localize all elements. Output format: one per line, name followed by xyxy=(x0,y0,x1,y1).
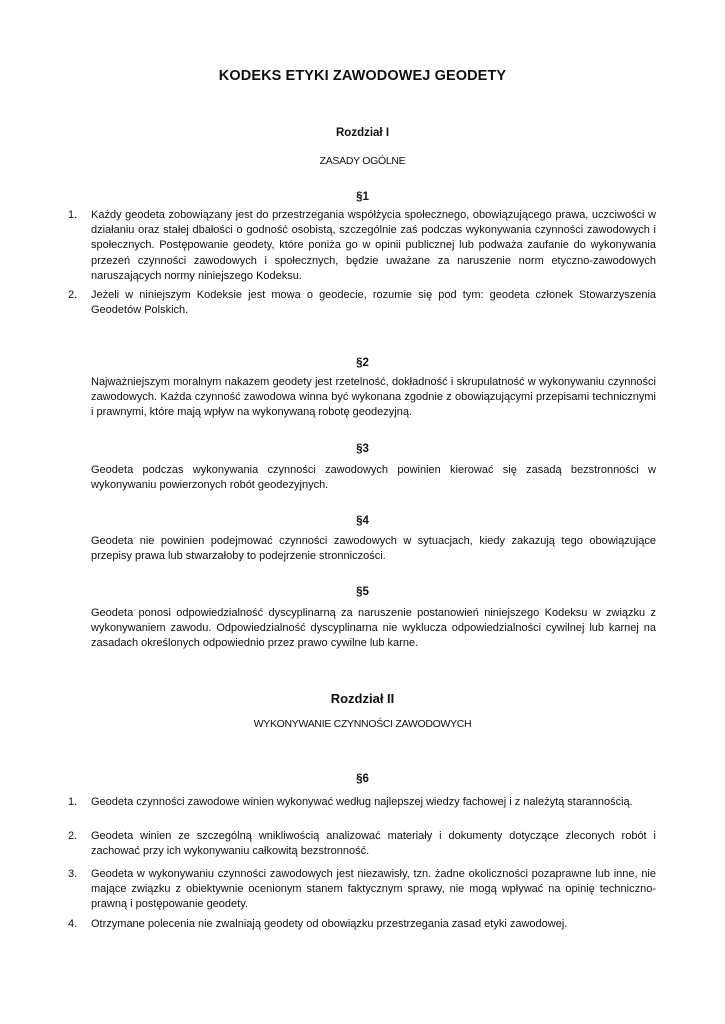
list-item-text: Geodeta czynności zawodowe winien wykonywać według najlepszej wiedzy fachowej i z należytą starannością. xyxy=(91,796,633,808)
section-3-heading: §3 xyxy=(356,443,369,455)
chapter-1-heading: Rozdział I xyxy=(335,127,390,139)
section-2-text: Najważniejszym moralnym nakazem geodety jest rzetelność, dokładność i skrupulatność w wykonywaniu czynności zawodowych. Każda czynność zawodowa winna być wykonana zgodnie z obowiązującymi przepisami technicznymi i prawnymi, które mają wpływ na wykonywaną robotę geodezyjną. xyxy=(91,376,656,419)
list-item-text: Geodeta winien ze szczególną wnikliwością analizować materiały i dokumenty dotyczące zleconych robót i zachować przy ich wykonywaniu całkowitą bezstronność. xyxy=(91,830,656,858)
chapter-1-subtitle: ZASADY OGÓLNE xyxy=(319,155,406,167)
list-item-number: 1. xyxy=(68,209,78,221)
list-item-number: 3. xyxy=(68,868,78,880)
chapter-2-subtitle: WYKONYWANIE CZYNNOŚCI ZAWODOWYCH xyxy=(253,718,472,730)
section-4-text: Geodeta nie powinien podejmować czynności zawodowych w sytuacjach, kiedy zakazują tego obowiązujące przepisy prawa lub stwarzałoby to podejrzenie stronniczości. xyxy=(91,535,656,563)
section-5-heading: §5 xyxy=(356,586,369,598)
list-item-text: Jeżeli w niniejszym Kodeksie jest mowa o geodecie, rozumie się pod tym: geodeta członek Stowarzyszenia Geodetów Polskich. xyxy=(91,289,656,317)
chapter-2-heading: Rozdział II xyxy=(330,691,395,706)
document-title: KODEKS ETYKI ZAWODOWEJ GEODETY xyxy=(218,68,507,84)
section-5-text: Geodeta ponosi odpowiedzialność dyscyplinarną za naruszenie postanowień niniejszego Kodeksu w związku z wykonywaniem zawodu. Odpowiedzialność dyscyplinarna nie wyklucza odpowiedzialności cywilnej lub karnej na zasadach określonych odpowiednio przez prawo cywilne lub karne. xyxy=(91,607,656,650)
list-item-number: 2. xyxy=(68,289,78,301)
section-4-heading: §4 xyxy=(356,515,369,527)
list-item-number: 1. xyxy=(68,796,78,808)
list-item-number: 4. xyxy=(68,918,78,930)
section-3-text: Geodeta podczas wykonywania czynności zawodowych powinien kierować się zasadą bezstronności w wykonywaniu powierzonych robót geodezyjnych. xyxy=(91,464,656,492)
section-6-heading: §6 xyxy=(356,773,369,785)
list-item-text: Geodeta w wykonywaniu czynności zawodowych jest niezawisły, tzn. żadne okoliczności pozaprawne lub inne, nie mające związku z obiektywnie ocenionym stanem faktycznym sprawy, nie mogą wpływać na opinię techniczno-prawną i postępowanie geodety. xyxy=(91,868,656,911)
list-item-text: Otrzymane polecenia nie zwalniają geodety od obowiązku przestrzegania zasad etyki zawodowej. xyxy=(91,918,568,930)
section-1-heading: §1 xyxy=(356,191,369,203)
section-2-heading: §2 xyxy=(356,357,369,369)
list-item-number: 2. xyxy=(68,830,78,842)
list-item-text: Każdy geodeta zobowiązany jest do przestrzegania współżycia społecznego, obowiązującego prawa, uczciwości w działaniu oraz stałej dbałości o godność osobistą, szczególnie zaś podczas wykonywania czynności zawodowych i społecznych. Postępowanie geodety, które poniża go w opinii publicznej lub podważa zaufanie do wykonywania przezeń czynności zawodowych i społecznych, będzie uważane za naruszenie norm etyczno-zawodowych naruszających normy niniejszego Kodeksu. xyxy=(91,209,656,282)
